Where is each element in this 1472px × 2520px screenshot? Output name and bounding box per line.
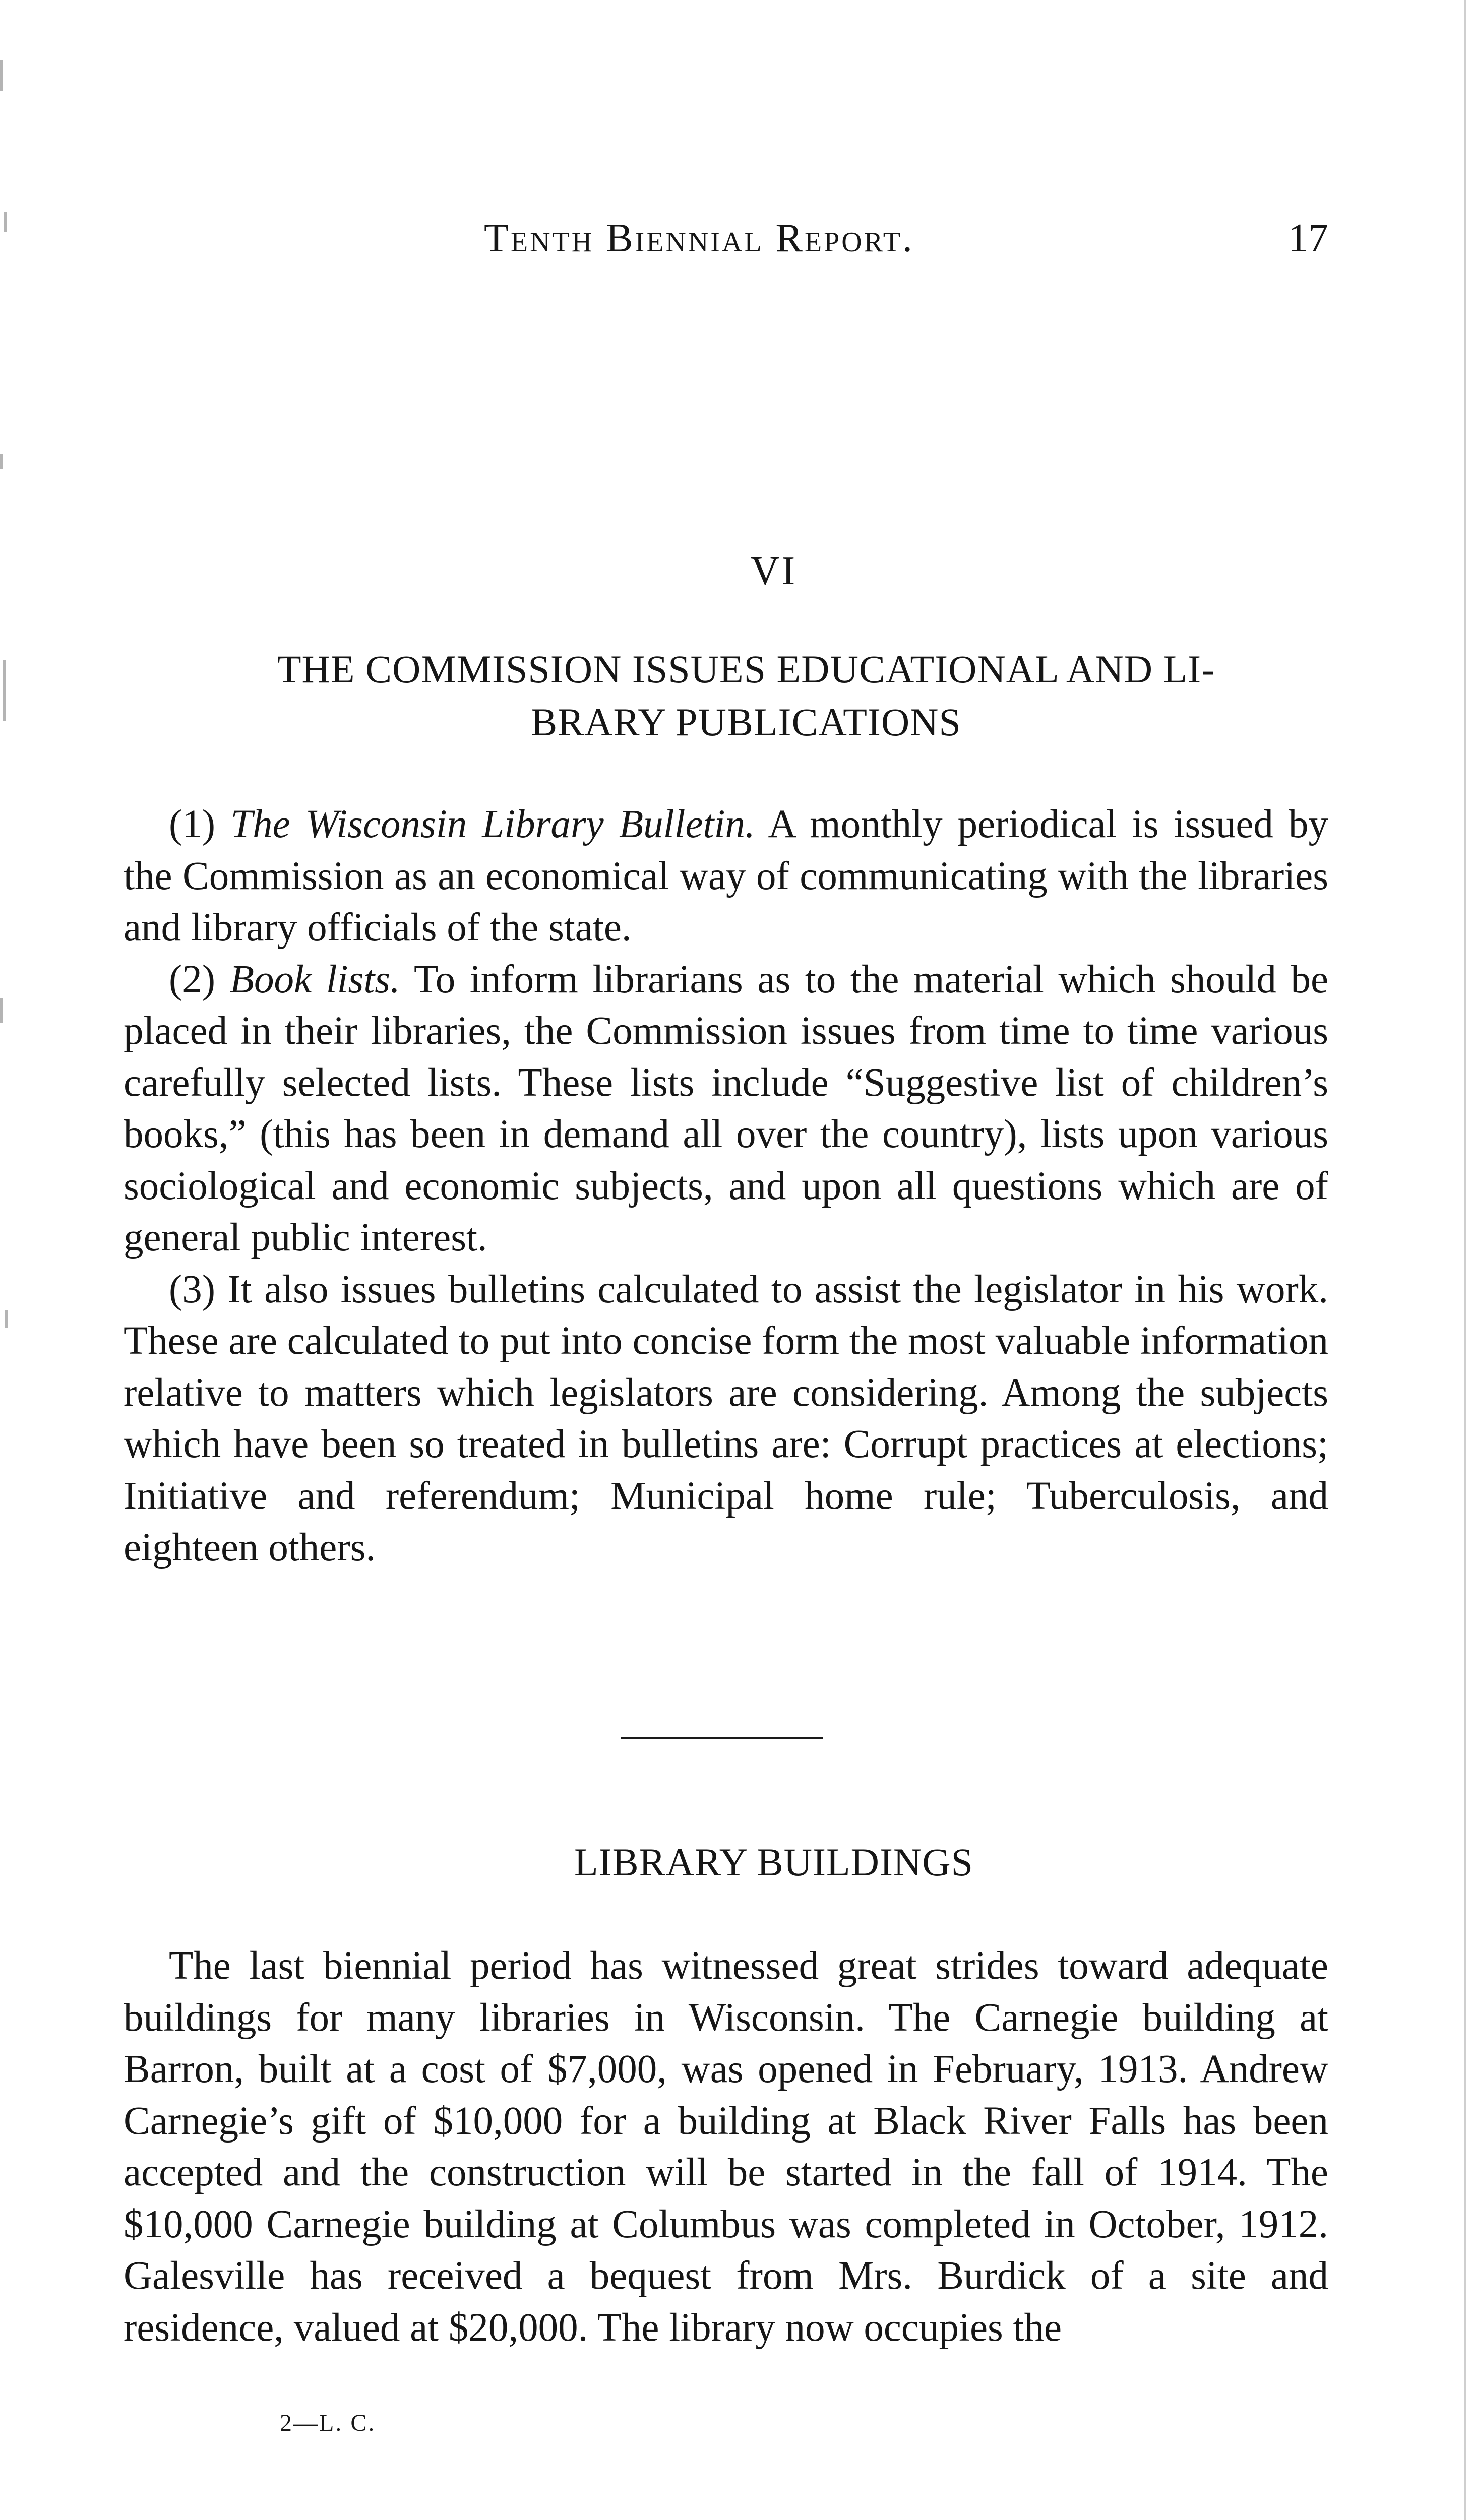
signature-mark: 2—L. C.	[280, 2410, 376, 2436]
section-title-line2: BRARY PUBLICATIONS	[531, 700, 961, 744]
running-header	[0, 216, 1472, 261]
paragraph-1	[124, 799, 1328, 954]
scan-edge-line	[1464, 0, 1466, 2520]
paragraph-1-text: A monthly periodical is issued by the Commission as an economical way of communicating with the libraries and library officials of the state.	[124, 802, 1328, 950]
paragraph-3-text: It also issues bulletins calculated to assist the legislator in his work. These are calculated to put into concise form the most valuable information relative to matters which legislators are considering. Among the subjects which have been so treated in bulletins are: Corrupt practices at elections; Initiative and referendum; Municipal home rule; Tuberculosis, and eighteen others.	[124, 1267, 1328, 1569]
scan-margin-marks	[0, 0, 20, 2520]
library-buildings-body	[124, 1940, 1328, 2354]
paragraph-2-number: (2)	[169, 957, 216, 1001]
paragraph-2-text: To inform librarians as to the material which should be placed in their libraries, the Commission issues from time to time various carefully selected lists. These lists include “Suggestive list of children’s books,” (this has been in demand all over the country), lists upon various sociological and economic subjects, and upon all questions which are of general public interest.	[124, 957, 1329, 1259]
paragraph-3	[124, 1264, 1328, 1574]
section-numeral: VI	[750, 549, 798, 593]
page-number: 17	[1288, 216, 1328, 261]
running-title: Tenth Biennial Report.	[484, 216, 914, 261]
library-buildings-title: LIBRARY BUILDINGS	[574, 1840, 973, 1884]
library-buildings-paragraph: The last biennial period has witnessed great strides toward adequate buildings for many libraries in Wisconsin. The Carnegie building at Barron, built at a cost of $7,000, was opened in February, 1913. Andrew Carnegie’s gift of $10,000 for a building at Black River Falls has been accepted and the construction will be started in the fall of 1914. The $10,000 Carnegie building at Columbus was completed in October, 1912. Galesville has received a bequest from Mrs. Burdick of a site and residence, valued at $20,000. The library now occupies the	[124, 1944, 1328, 2350]
paragraph-1-heading: The Wisconsin Library Bulletin.	[230, 802, 755, 846]
section-title-line1: THE COMMISSION ISSUES EDUCATIONAL AND LI-	[277, 647, 1215, 691]
section-title	[166, 643, 1326, 748]
section-divider-rule	[621, 1737, 823, 1739]
paragraph-1-number: (1)	[169, 802, 216, 846]
paragraph-2-heading: Book lists.	[229, 957, 400, 1001]
paragraph-3-number: (3)	[169, 1267, 216, 1311]
paragraph-2	[124, 954, 1328, 1264]
publications-body	[124, 799, 1328, 1574]
